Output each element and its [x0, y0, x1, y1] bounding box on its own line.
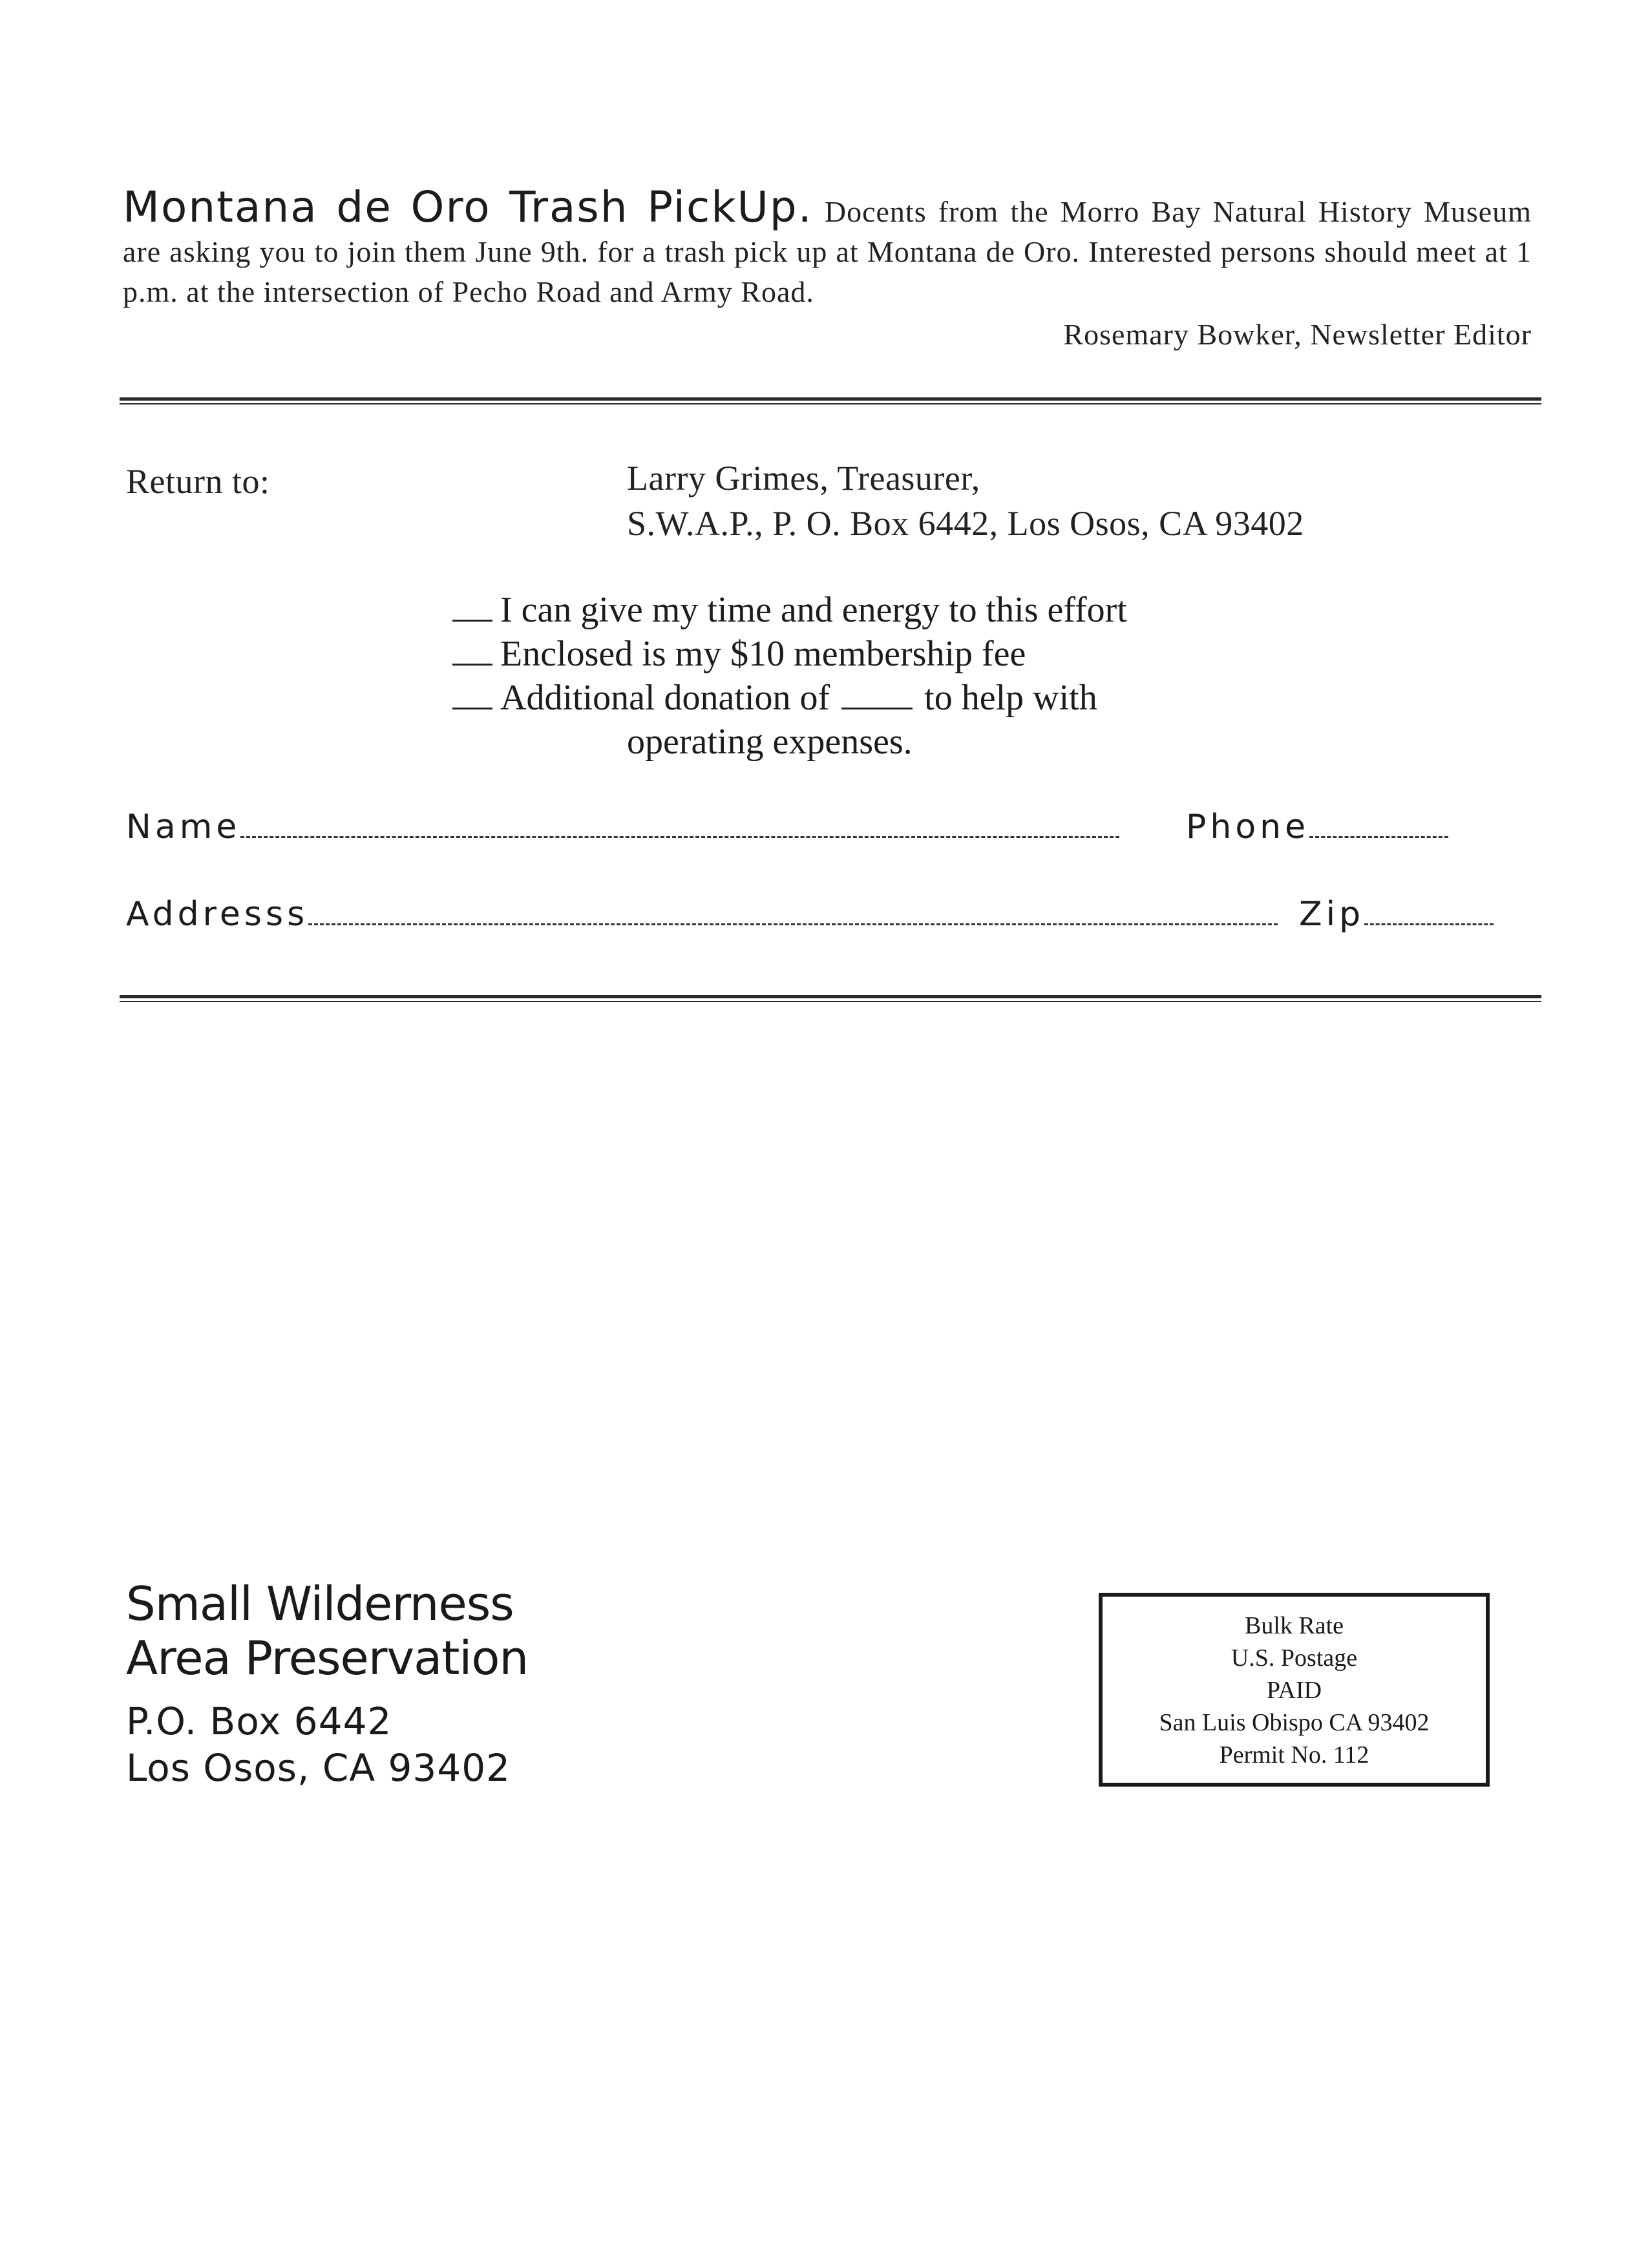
phone-field[interactable] [1186, 808, 1448, 846]
volunteer-checkbox[interactable] [452, 594, 492, 622]
donation-checkbox[interactable] [452, 682, 492, 709]
sender-address-line2: Los Osos, CA 93402 [126, 1746, 511, 1790]
postage-line-city: San Luis Obispo CA 93402 [1159, 1709, 1430, 1736]
name-field[interactable] [126, 808, 1119, 846]
donation-label-cont: to help with [924, 678, 1097, 718]
checklist-item-volunteer [452, 588, 1127, 632]
postage-line-paid: PAID [1266, 1677, 1322, 1704]
announcement [123, 182, 1532, 355]
org-name-line1: Small Wilderness [126, 1577, 514, 1631]
zip-field[interactable] [1299, 895, 1494, 934]
top-divider [120, 397, 1541, 404]
bottom-divider [120, 995, 1541, 1002]
membership-checklist [452, 588, 1127, 764]
zip-input-line[interactable] [1364, 896, 1494, 925]
phone-input-line[interactable] [1309, 809, 1448, 838]
announcement-title: Montana de Oro Trash PickUp. [123, 182, 813, 232]
address-input-line[interactable] [308, 896, 1278, 925]
return-to-label: Return to: [126, 462, 270, 501]
sender-address [126, 1698, 528, 1791]
donation-label-line2: operating expenses. [627, 722, 913, 762]
return-address-line2: S.W.A.P., P. O. Box 6442, Los Osos, CA 93402 [627, 504, 1304, 543]
editor-signature: Rosemary Bowker, Newsletter Editor [1063, 318, 1532, 351]
phone-label: Phone [1186, 808, 1310, 846]
checklist-item-donation [452, 676, 1127, 720]
postage-text [1103, 1610, 1486, 1771]
return-address [627, 456, 1304, 546]
sender-address-line1: P.O. Box 6442 [126, 1699, 392, 1743]
checklist-item-membership [452, 632, 1127, 676]
postage-line-bulk-rate: Bulk Rate [1244, 1612, 1344, 1639]
postage-line-us-postage: U.S. Postage [1231, 1644, 1358, 1672]
announcement-body: Docents from the Morro Bay Natural History Museum are asking you to join them June 9th. for a trash pick up at Montana de Oro. Interested persons should meet at 1 p.m. at the intersection of Pecho Road and Army Road. [123, 195, 1532, 308]
name-input-line[interactable] [240, 809, 1119, 838]
name-label: Name [126, 808, 241, 846]
zip-label: Zip [1299, 895, 1365, 934]
postage-indicia [1099, 1593, 1490, 1787]
org-name-line2: Area Preservation [126, 1631, 529, 1685]
return-address-line1: Larry Grimes, Treasurer, [627, 459, 980, 498]
membership-checkbox[interactable] [452, 638, 492, 666]
address-field[interactable] [126, 895, 1278, 934]
membership-label: Enclosed is my $10 membership fee [500, 634, 1026, 674]
volunteer-label: I can give my time and energy to this effort [500, 590, 1127, 630]
address-label: Addresss [126, 895, 309, 934]
announcement-paragraph [123, 182, 1532, 312]
postage-line-permit: Permit No. 112 [1219, 1741, 1369, 1769]
donation-amount-field[interactable] [841, 682, 913, 709]
sender-return-address [126, 1577, 528, 1791]
donation-label: Additional donation of [500, 678, 830, 718]
